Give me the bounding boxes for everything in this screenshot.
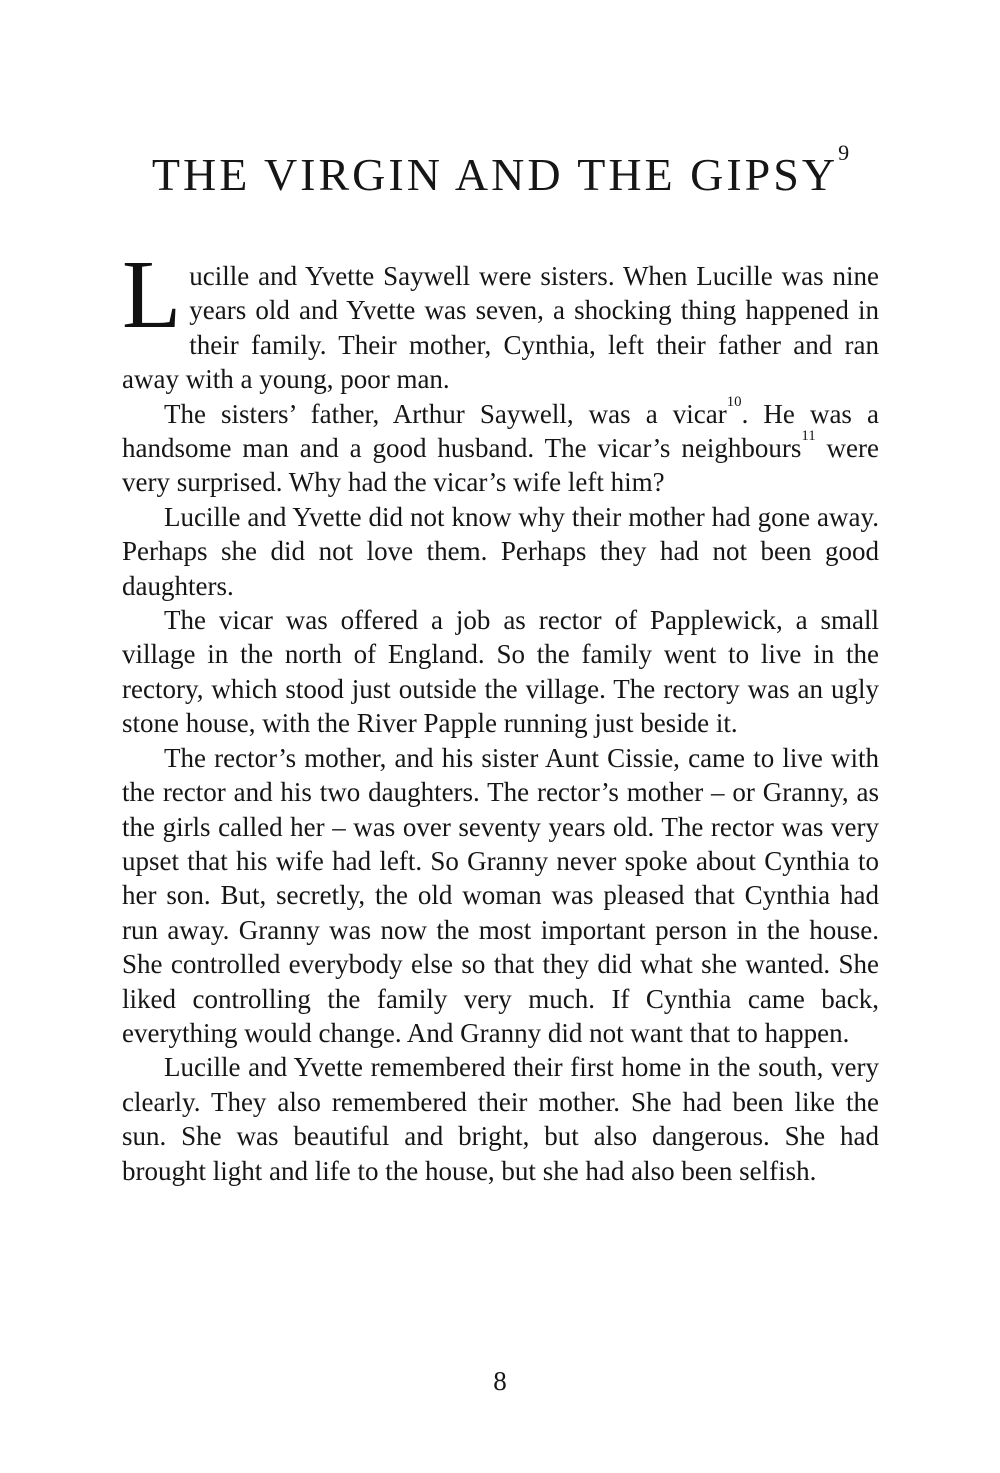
body-text (122, 241, 879, 1188)
paragraph-6-text: Lucille and Yvette remembered their first home in the south, very clearly. They also remembered their mother. She had been like the sun. She was beautiful and bright, but also dangerous. She had brought light and life to the house, but she had also been selfish. (122, 1052, 879, 1186)
paragraph-4 (122, 603, 879, 741)
paragraph-2-text-3: were very surprised. Why had the vicar’s wife left him? (122, 433, 879, 498)
paragraph-2-text-1: The sisters’ father, Arthur Saywell, was a vicar (164, 398, 727, 429)
page-number: 8 (493, 1366, 507, 1396)
paragraph-3 (122, 500, 879, 603)
title-footnote-ref: 9 (838, 139, 850, 165)
paragraph-4-text: The vicar was offered a job as rector of Papplewick, a small village in the north of England. So the family went to live in the rectory, which stood just outside the village. The rectory was an ugly stone house, with the River Papple running just beside it. (122, 605, 879, 739)
page-content (122, 0, 879, 1188)
paragraph-1 (122, 241, 879, 397)
footnote-ref-11: 11 (801, 427, 816, 444)
paragraph-5 (122, 741, 879, 1051)
footnote-ref-10: 10 (726, 393, 742, 410)
drop-cap: L (122, 241, 182, 348)
paragraph-3-text: Lucille and Yvette did not know why their mother had gone away. Perhaps she did not love them. Perhaps they had not been good daughters. (122, 501, 879, 601)
paragraph-1-text: ucille and Yvette Saywell were sisters. When Lucille was nine years old and Yvette was seven, a shocking thing happened in their family. Their mother, Cynthia, left their father and ran away with a young, poor man. (122, 261, 879, 395)
chapter-title-text: THE VIRGIN AND THE GIPSY (151, 149, 839, 200)
paragraph-6 (122, 1050, 879, 1188)
paragraph-5-text: The rector’s mother, and his sister Aunt Cissie, came to live with the rector and his two daughters. The rector’s mother – or Granny, as the girls called her – was over seventy years old. The rector was very upset that his wife had left. So Granny never spoke about Cynthia to her son. But, secretly, the old woman was pleased that Cynthia had run away. Granny was now the most important person in the house. She controlled everybody else so that they did what she wanted. She liked controlling the family very much. If Cynthia came back, everything would change. And Granny did not want that to happen. (122, 742, 879, 1048)
chapter-title (122, 139, 879, 201)
paragraph-2 (122, 393, 879, 500)
paragraph-2-text-2: . He was a handsome man and a good husband. The vicar’s neighbours (122, 398, 879, 464)
